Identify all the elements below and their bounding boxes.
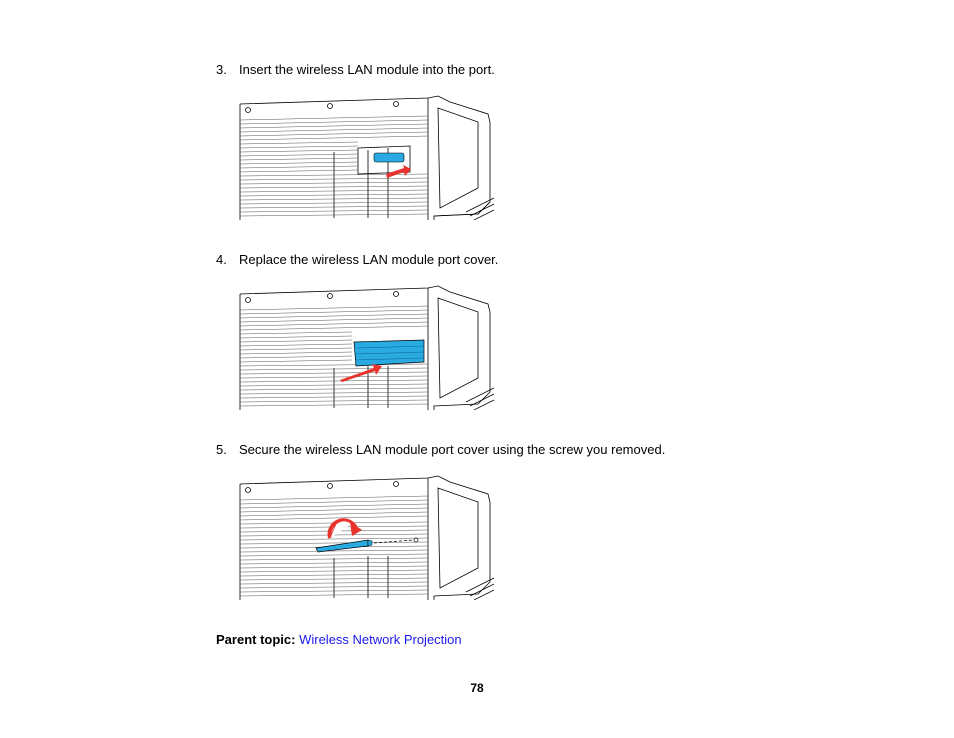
projector-replace-cover-illustration (238, 282, 496, 410)
step-text: Replace the wireless LAN module port cover. (239, 252, 499, 267)
parent-topic-link[interactable]: Wireless Network Projection (299, 632, 462, 647)
step-text: Insert the wireless LAN module into the port. (239, 62, 495, 77)
step-number: 3. (216, 62, 227, 77)
parent-topic (216, 632, 462, 648)
projector-insert-module-illustration (238, 92, 496, 220)
step-text: Secure the wireless LAN module port cover using the screw you removed. (239, 442, 666, 457)
page-number: 78 (470, 681, 484, 695)
step-number: 4. (216, 252, 227, 267)
step-4 (216, 252, 498, 268)
projector-secure-screw-illustration (238, 472, 496, 600)
step-3 (216, 62, 495, 78)
parent-topic-label: Parent topic: (216, 632, 296, 647)
step-5 (216, 442, 665, 458)
step-number: 5. (216, 442, 227, 457)
